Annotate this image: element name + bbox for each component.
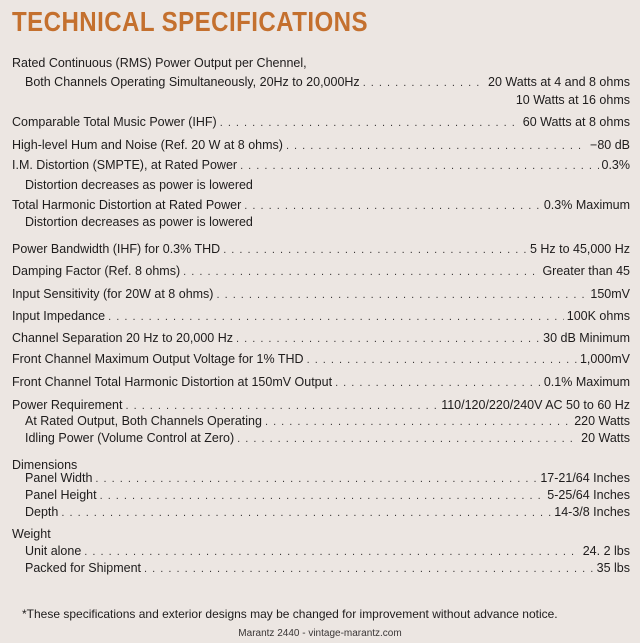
spec-label: Idling Power (Volume Control at Zero): [25, 431, 235, 445]
spec-value: 20 Watts at 4 and 8 ohms: [488, 75, 630, 89]
spec-value: Greater than 45: [542, 264, 630, 278]
spec-row: [25, 413, 630, 430]
spec-label: Power Bandwidth (IHF) for 0.3% THD: [12, 242, 221, 256]
rated-output-value2: 10 Watts at 16 ohms: [515, 93, 630, 107]
leader-dots: [244, 198, 541, 214]
spec-value: 220 Watts: [574, 414, 630, 428]
spec-value: 5-25/64 Inches: [547, 488, 630, 502]
spec-value: 14-3/8 Inches: [554, 505, 630, 519]
spec-row: [12, 330, 630, 347]
spec-note: Distortion decreases as power is lowered: [25, 178, 253, 192]
leader-dots: [84, 544, 579, 560]
spec-label: Unit alone: [25, 544, 82, 558]
spec-row: [12, 351, 630, 368]
spec-label: Total Harmonic Distortion at Rated Power: [12, 198, 242, 212]
spec-value: 110/120/220/240V AC 50 to 60 Hz: [441, 398, 630, 412]
spec-label: Front Channel Maximum Output Voltage for 1% THD: [12, 352, 304, 366]
spec-row: [12, 263, 630, 280]
leader-dots: [220, 115, 520, 131]
page-title: TECHNICAL SPECIFICATIONS: [12, 6, 368, 37]
leader-dots: [335, 375, 541, 391]
spec-value: 30 dB Minimum: [543, 331, 630, 345]
footnote: *These specifications and exterior designs may be changed for improvement without advance notice.: [22, 607, 558, 621]
spec-row: [12, 308, 630, 325]
leader-dots: [95, 471, 537, 487]
spec-value: 0.3%: [601, 158, 630, 172]
leader-dots: [237, 431, 578, 447]
spec-label: Channel Separation 20 Hz to 20,000 Hz: [12, 331, 233, 345]
spec-value: −80 dB: [590, 138, 630, 152]
spec-value: 60 Watts at 8 ohms: [522, 115, 630, 129]
spec-value: 24. 2 lbs: [582, 544, 630, 558]
leader-dots: [61, 505, 551, 521]
weight-heading: Weight: [12, 527, 51, 541]
spec-label: Damping Factor (Ref. 8 ohms): [12, 264, 181, 278]
spec-value: 20 Watts: [581, 431, 630, 445]
spec-row: [25, 430, 630, 447]
spec-row: [12, 397, 630, 414]
spec-row: [12, 137, 630, 154]
spec-row: [12, 114, 630, 131]
spec-label: Depth: [25, 505, 59, 519]
leader-dots: [307, 352, 577, 368]
source-credit: Marantz 2440 - vintage-marantz.com: [238, 628, 402, 639]
leader-dots: [108, 309, 564, 325]
dimensions-heading: Dimensions: [12, 458, 78, 472]
spec-label: Both Channels Operating Simultaneously, 20Hz to 20,000Hz: [25, 75, 360, 89]
spec-value: 1,000mV: [579, 352, 630, 366]
spec-label: Input Sensitivity (for 20W at 8 ohms): [12, 287, 214, 301]
dimension-row: [25, 504, 630, 521]
spec-label: Comparable Total Music Power (IHF): [12, 115, 217, 129]
leader-dots: [240, 158, 598, 174]
leader-dots: [286, 138, 587, 154]
spec-row: [12, 374, 630, 391]
leader-dots: [223, 242, 527, 258]
weight-row: [25, 560, 630, 577]
leader-dots: [363, 75, 485, 91]
dimension-row: [25, 470, 630, 487]
spec-value: 150mV: [590, 287, 630, 301]
spec-row: [12, 241, 630, 258]
spec-label: Panel Height: [25, 488, 97, 502]
leader-dots: [144, 561, 594, 577]
rated-output-line1: Rated Continuous (RMS) Power Output per Chennel,: [12, 56, 307, 70]
spec-label: Front Channel Total Harmonic Distortion at 150mV Output: [12, 375, 333, 389]
spec-value: 35 lbs: [596, 561, 630, 575]
spec-value: 5 Hz to 45,000 Hz: [529, 242, 630, 256]
weight-row: [25, 543, 630, 560]
leader-dots: [265, 414, 571, 430]
spec-label: I.M. Distortion (SMPTE), at Rated Power: [12, 158, 238, 172]
spec-row: [12, 157, 630, 174]
spec-row-rated-output: [25, 74, 630, 91]
dimension-row: [25, 487, 630, 504]
leader-dots: [125, 398, 438, 414]
leader-dots: [216, 287, 587, 303]
spec-value: 17-21/64 Inches: [540, 471, 630, 485]
spec-label: Panel Width: [25, 471, 93, 485]
leader-dots: [236, 331, 540, 347]
spec-label: Input Impedance: [12, 309, 106, 323]
spec-row: [12, 197, 630, 214]
spec-label: High-level Hum and Noise (Ref. 20 W at 8 ohms): [12, 138, 283, 152]
spec-label: Power Requirement: [12, 398, 123, 412]
leader-dots: [100, 488, 545, 504]
spec-value: 100K ohms: [566, 309, 630, 323]
spec-value: 0.3% Maximum: [543, 198, 630, 212]
spec-row: [12, 286, 630, 303]
spec-note: Distortion decreases as power is lowered: [25, 215, 253, 229]
spec-label: At Rated Output, Both Channels Operating: [25, 414, 262, 428]
spec-label: Packed for Shipment: [25, 561, 142, 575]
leader-dots: [183, 264, 539, 280]
spec-value: 0.1% Maximum: [543, 375, 630, 389]
